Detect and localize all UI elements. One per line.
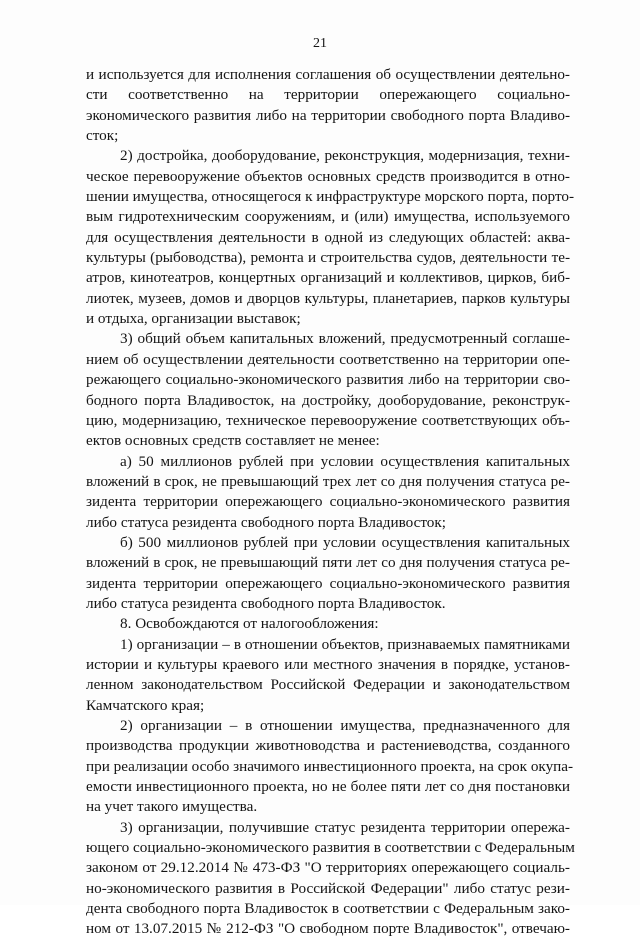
text-line: дента свободного порта Владивосток в соответствии с Федеральным зако- xyxy=(86,900,570,918)
text-line: ющего социально-экономического развития в соответствии с Федеральным xyxy=(86,839,575,857)
text-line: емости инвестиционного проекта, но не более пяти лет со дня постановки xyxy=(86,778,570,796)
text-line: на учет такого имущества. xyxy=(86,798,258,816)
text-line: атров, кинотеатров, концертных организаций и коллективов, цирков, биб- xyxy=(86,269,570,287)
text-line: при реализации особо значимого инвестиционного проекта, на срок окупа- xyxy=(86,757,574,775)
text-line: режающего социально-экономического развития либо на территории сво- xyxy=(86,371,570,389)
text-line: законом от 29.12.2014 № 473-ФЗ "О территориях опережающего социаль- xyxy=(86,859,570,877)
text-line: и отдыха, организации выставок; xyxy=(86,310,301,328)
text-line: культуры (рыбоводства), ремонта и строительства судов, деятельности те- xyxy=(86,249,570,267)
text-line: зидента территории опережающего социально-экономического развития xyxy=(86,493,570,511)
text-line: 2) организации – в отношении имущества, предназначенного для xyxy=(120,717,570,734)
text-line: либо статуса резидента свободного порта Владивосток. xyxy=(86,594,446,612)
text-line: Камчатского края; xyxy=(86,696,205,714)
text-line: вложений в срок, не превышающий трех лет со дня получения статуса ре- xyxy=(86,472,570,490)
text-line: сток; xyxy=(86,127,119,145)
text-line: цию, модернизацию, техническое перевооружение соответствующих объ- xyxy=(86,411,570,429)
text-line: а) 50 миллионов рублей при условии осуществления капитальных xyxy=(120,452,570,470)
text-line: лиотек, музеев, домов и дворцов культуры, планетариев, парков культуры xyxy=(86,289,570,307)
text-line: 3) общий объем капитальных вложений, предусмотренный соглаше- xyxy=(120,330,570,348)
text-line: вложений в срок, не превышающий пяти лет со дня получения статуса ре- xyxy=(86,554,570,572)
text-line: 8. Освобождаются от налогообложения: xyxy=(120,615,379,633)
text-line: но-экономического развития в Российской Федерации" либо статус рези- xyxy=(86,879,570,897)
text-line: шении имущества, относящегося к инфраструктуре морского порта, порто- xyxy=(86,188,575,206)
text-line: 3) организации, получившие статус резидента территории опережа- xyxy=(120,818,570,836)
text-line: ленном законодательством Российской Федерации и законодательством xyxy=(86,676,570,694)
text-line: ческое перевооружение объектов основных средств производится в отно- xyxy=(86,167,570,185)
text-line: 2) достройка, дооборудование, реконструкция, модернизация, техни- xyxy=(120,147,570,165)
text-line: б) 500 миллионов рублей при условии осуществления капитальных xyxy=(120,533,570,551)
text-line: экономического развития либо на территории свободного порта Владиво- xyxy=(86,106,570,124)
text-line: и используется для исполнения соглашения об осуществлении деятельно- xyxy=(86,66,570,83)
page-number: 21 xyxy=(313,36,327,51)
text-line: либо статуса резидента свободного порта Владивосток; xyxy=(86,513,446,531)
text-line: нием об осуществлении деятельности соответственно на территории опе- xyxy=(86,350,570,368)
document-body xyxy=(86,65,575,940)
text-line: вым гидротехническим сооружениям, и (или) имущества, используемого xyxy=(86,208,570,226)
text-line: для осуществления деятельности в одной из следующих областей: аква- xyxy=(86,228,570,246)
text-line: производства продукции животноводства и растениеводства, созданного xyxy=(86,737,570,755)
text-line: истории и культуры краевого или местного значения в порядке, установ- xyxy=(86,655,570,673)
text-line: ном от 13.07.2015 № 212-ФЗ "О свободном порте Владивосток", отвечаю- xyxy=(86,920,570,938)
text-line: бодного порта Владивосток, на достройку, дооборудование, реконструк- xyxy=(86,391,570,409)
text-line: 1) организации – в отношении объектов, признаваемых памятниками xyxy=(120,635,570,653)
text-line: сти соответственно на территории опережающего социально- xyxy=(86,86,570,104)
text-line: зидента территории опережающего социально-экономического развития xyxy=(86,574,570,592)
text-line: ектов основных средств составляет не менее: xyxy=(86,432,380,450)
